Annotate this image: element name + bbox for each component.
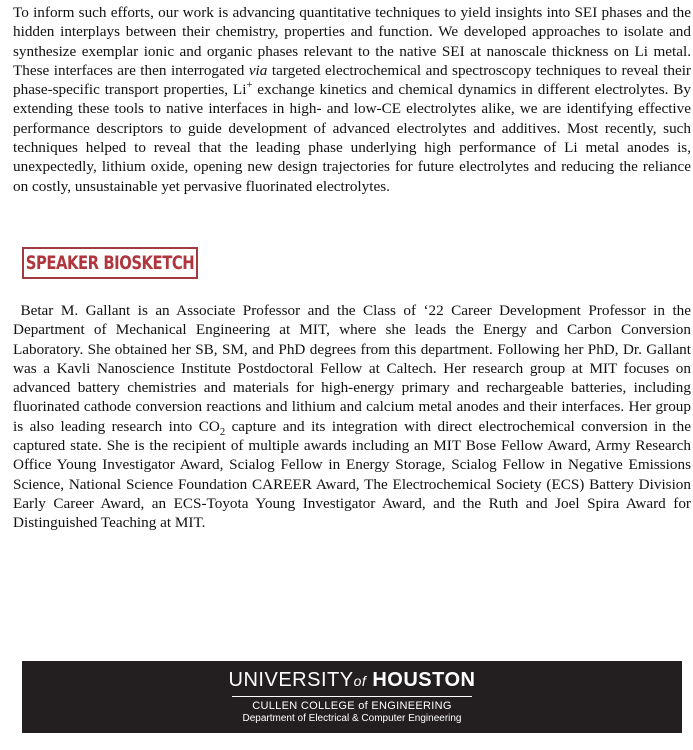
university-word: UNIVERSITY [228,669,354,691]
abstract-paragraph [13,3,691,196]
college-name: CULLEN COLLEGE of ENGINEERING [252,700,452,712]
li-superscript: + [246,80,253,92]
department-name: Department of Electrical & Computer Engineering [242,713,462,724]
co2-subscript: 2 [219,426,226,438]
university-footer-logo [22,661,682,733]
university-of-word: of [353,673,367,689]
abstract-text-part1: To inform such efforts, our work is advancing quantitative techniques to yield insights into SEI phases and the hidden interplays between their chemistry, properties and function. We developed approaches to isolate and synthesize exemplar ionic and organic phases relevant to the native SEI at nanoscale thickness on Li metal. These interfaces are then interrogated [13,4,691,79]
biosketch-paragraph [13,301,691,533]
speaker-biosketch-heading [22,247,198,279]
university-wordmark [22,668,682,693]
abstract-text-part2: targeted electrochemical and spectroscopy techniques to reveal their phase-specific transport properties, Li [13,61,691,99]
speaker-biosketch-heading-text: SPEAKER BIOSKETCH [25,252,195,274]
abstract-via: via [248,61,268,79]
houston-word: HOUSTON [372,669,476,691]
abstract-text-part3: exchange kinetics and chemical dynamics in different electrolytes. By extending these tools to native interfaces in high- and low-CE electrolytes alike, we are identifying effective performance descriptors to guide development of advanced electrolytes and additives. Most recently, such techniques helped to reveal that the leading phase underlying high performance of Li metal anodes is, unexpectedly, lithium oxide, opening new design trajectories for future electrolytes and reducing the reliance on costly, unsustainable yet pervasive fluorinated electrolytes. [13,81,691,195]
biosketch-text-part2: capture and its integration with direct electrochemical conversion in the captured state. She is the recipient of multiple awards including an MIT Bose Fellow Award, Army Research Office Young Investigator Award, Scialog Fellow in Energy Storage, Scialog Fellow in Negative Emissions Science, National Science Foundation CAREER Award, The Electrochemical Society (ECS) Battery Division Early Career Award, an ECS-Toyota Young Investigator Award, and the Ruth and Joel Spira Award for Distinguished Teaching at MIT. [13,417,691,532]
biosketch-text-part1: Betar M. Gallant is an Associate Professor and the Class of ‘22 Career Development Professor in the Department of Mechanical Engineering at MIT, where she leads the Energy and Carbon Conversion Laboratory. She obtained her SB, SM, and PhD degrees from this department. Following her PhD, Dr. Gallant was a Kavli Nanoscience Institute Postdoctoral Fellow at Caltech. Her research group at MIT focuses on advanced battery chemistries and materials for high-energy primary and rechargeable batteries, including fluorinated cathode conversion reactions and lithium and calcium metal anodes and their interfaces. Her group is also leading research into CO [13,302,692,435]
footer-divider [232,696,472,697]
